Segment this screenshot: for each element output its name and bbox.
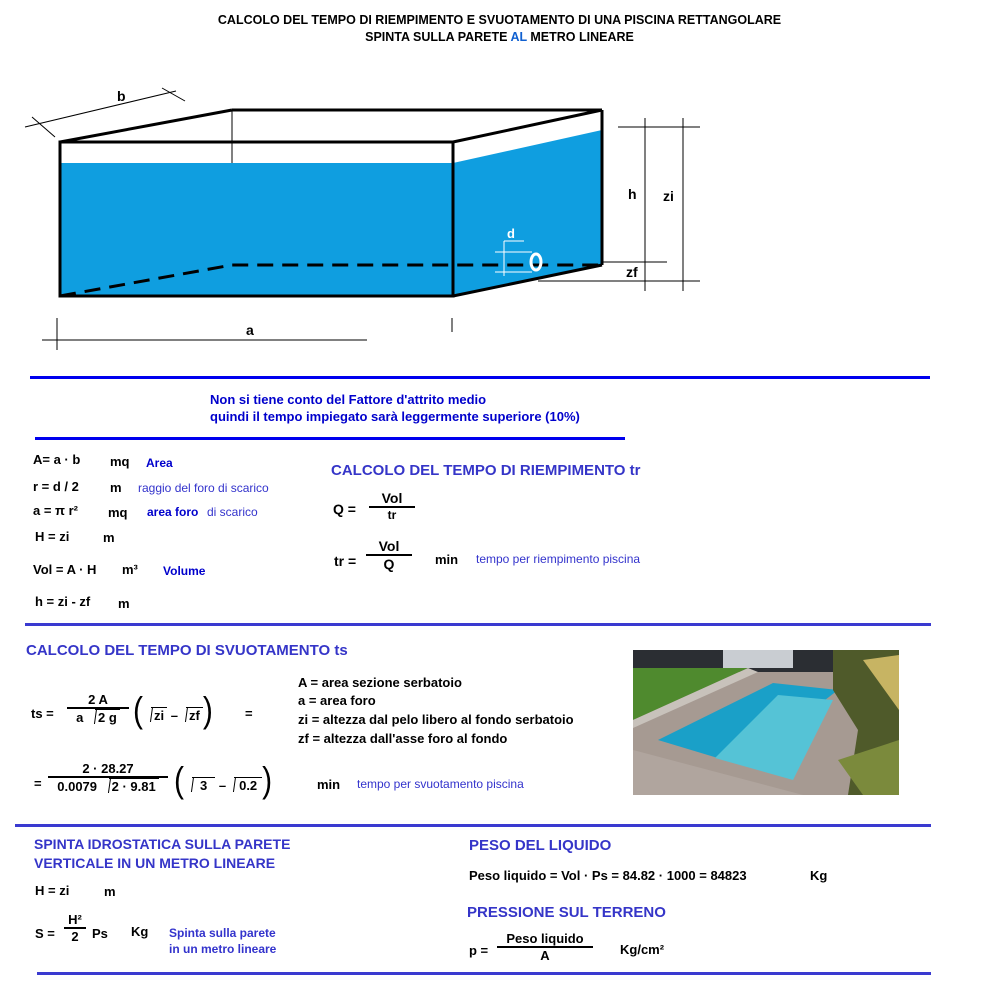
def-formula: r = d / 2 bbox=[33, 479, 79, 494]
def-unit: m³ bbox=[122, 562, 138, 577]
pressure-numerator: Peso liquido bbox=[506, 931, 584, 946]
calc-parens: ( 3 – 0.2 ) bbox=[174, 760, 273, 801]
calc-fraction bbox=[48, 761, 168, 794]
calc-eq: = bbox=[34, 776, 42, 791]
pressure-unit: Kg/cm² bbox=[620, 942, 665, 957]
q-numerator: Vol bbox=[381, 490, 403, 506]
s-lhs: S = bbox=[35, 926, 55, 941]
empty-section-title: CALCOLO DEL TEMPO DI SVUOTAMENTO ts bbox=[26, 642, 348, 659]
def-formula: Vol = A · H bbox=[33, 562, 97, 577]
tr-fraction bbox=[366, 538, 412, 572]
calc-den-a: 0.0079 bbox=[57, 779, 98, 794]
def-desc: area foro bbox=[147, 505, 199, 519]
ts-fraction bbox=[67, 692, 129, 725]
def-formula: A= a · b bbox=[33, 452, 81, 467]
legend-line: zf = altezza dall'asse foro al fondo bbox=[298, 731, 508, 746]
divider bbox=[30, 376, 930, 379]
weight-formula: Peso liquido = Vol · Ps = 84.82 · 1000 = 84823 bbox=[469, 868, 747, 883]
def-formula: a = π r² bbox=[33, 503, 78, 518]
calc-desc: tempo per svuotamento piscina bbox=[357, 777, 524, 791]
ts-parens: ( zi – zf ) bbox=[133, 690, 213, 731]
q-fraction bbox=[369, 490, 415, 522]
ts-sqrt-zi: zi bbox=[151, 707, 167, 723]
page-title-line1: CALCOLO DEL TEMPO DI RIEMPIMENTO E SVUOTAMENTO DI UNA PISCINA RETTANGOLARE bbox=[217, 13, 782, 27]
def-desc: Volume bbox=[163, 564, 206, 578]
def-formula: H = zi bbox=[35, 529, 70, 544]
thrust-h-unit: m bbox=[104, 884, 116, 899]
divider bbox=[35, 437, 625, 440]
q-denominator: tr bbox=[387, 508, 397, 522]
calc-minus: – bbox=[218, 778, 227, 793]
title-line2-pre: SPINTA SULLA PARETE bbox=[365, 30, 511, 44]
legend-line: zi = altezza dal pelo libero al fondo serbatoio bbox=[298, 712, 574, 727]
s-desc1: Spinta sulla parete bbox=[169, 926, 276, 940]
def-unit: mq bbox=[108, 505, 128, 520]
ts-eq: = bbox=[245, 706, 253, 721]
def-desc: Area bbox=[146, 456, 173, 470]
s-unit: Kg bbox=[131, 924, 149, 939]
title-line2-highlight: AL bbox=[510, 30, 527, 44]
weight-title: PESO DEL LIQUIDO bbox=[469, 837, 612, 854]
def-unit: m bbox=[118, 596, 130, 611]
s-fraction bbox=[64, 912, 86, 944]
thrust-title-line1: SPINTA IDROSTATICA SULLA PARETE bbox=[34, 836, 291, 852]
thrust-title-line2: VERTICALE IN UN METRO LINEARE bbox=[34, 855, 276, 871]
pressure-lhs: p = bbox=[469, 943, 489, 958]
calc-unit: min bbox=[317, 777, 341, 792]
calc-numerator: 2 · 28.27 bbox=[82, 761, 134, 776]
calc-sqrt-zi: 3 bbox=[192, 777, 215, 793]
q-lhs: Q = bbox=[333, 501, 356, 517]
def-unit: mq bbox=[110, 454, 130, 469]
notice-line2: quindi il tempo impiegato sarà leggermente superiore (10%) bbox=[210, 409, 580, 424]
pressure-title: PRESSIONE SUL TERRENO bbox=[467, 904, 666, 921]
svg-text:a: a bbox=[246, 322, 254, 338]
divider bbox=[37, 972, 931, 975]
s-numerator: H² bbox=[68, 912, 82, 927]
ts-den-a: a bbox=[76, 710, 84, 725]
s-desc2: in un metro lineare bbox=[169, 942, 277, 956]
ts-minus: – bbox=[170, 708, 178, 723]
divider bbox=[25, 623, 931, 626]
svg-text:h: h bbox=[628, 186, 637, 202]
ts-numerator: 2 A bbox=[88, 692, 108, 707]
svg-text:d: d bbox=[507, 226, 515, 241]
pressure-denominator: A bbox=[540, 948, 550, 963]
weight-unit: Kg bbox=[810, 868, 828, 883]
s-denominator: 2 bbox=[71, 929, 79, 944]
def-unit: m bbox=[110, 480, 122, 495]
tr-numerator: Vol bbox=[378, 538, 400, 554]
tr-desc: tempo per riempimento piscina bbox=[476, 552, 641, 566]
ts-denominator bbox=[67, 709, 129, 725]
fill-section-title: CALCOLO DEL TEMPO DI RIEMPIMENTO tr bbox=[331, 462, 641, 479]
thrust-h-formula: H = zi bbox=[35, 883, 70, 898]
ts-den-sqrt: 2 g bbox=[95, 709, 120, 725]
title-line2-post: METRO LINEARE bbox=[526, 30, 634, 44]
notice-line1: Non si tiene conto del Fattore d'attrito medio bbox=[210, 392, 487, 407]
calc-den-sqrt: 2 · 9.81 bbox=[109, 778, 159, 794]
ts-sqrt-zf: zf bbox=[186, 707, 203, 723]
def-unit: m bbox=[103, 530, 115, 545]
legend-line: A = area sezione serbatoio bbox=[298, 675, 462, 690]
water-front-face bbox=[60, 163, 453, 296]
legend-line: a = area foro bbox=[298, 693, 376, 708]
def-desc: raggio del foro di scarico bbox=[138, 481, 269, 495]
tr-lhs: tr = bbox=[334, 553, 357, 569]
svg-text:b: b bbox=[117, 88, 126, 104]
tr-unit: min bbox=[435, 552, 459, 567]
tr-denominator: Q bbox=[383, 556, 395, 572]
s-ps: Ps bbox=[92, 926, 108, 941]
svg-text:zf: zf bbox=[626, 264, 638, 280]
pool-diagram bbox=[0, 0, 999, 360]
def-desc2: di scarico bbox=[207, 505, 258, 519]
calc-sqrt-zf: 0.2 bbox=[234, 777, 262, 793]
svg-text:zi: zi bbox=[663, 188, 674, 204]
divider bbox=[15, 824, 931, 827]
calc-denominator bbox=[48, 778, 168, 794]
pressure-fraction bbox=[497, 931, 593, 963]
ts-lhs: ts = bbox=[31, 706, 54, 721]
def-formula: h = zi - zf bbox=[35, 594, 91, 609]
pool-photo bbox=[633, 650, 899, 795]
